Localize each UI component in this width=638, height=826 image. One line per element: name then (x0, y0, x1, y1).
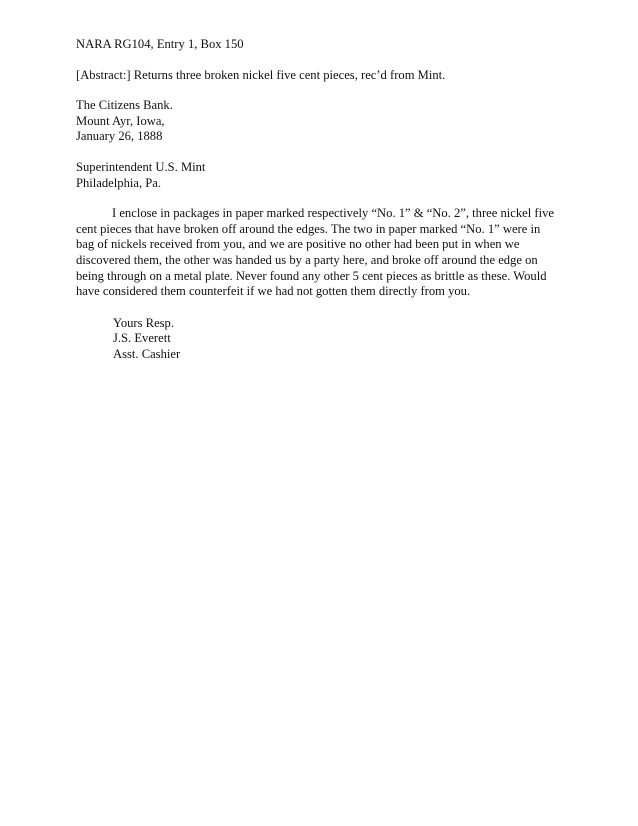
archive-reference: NARA RG104, Entry 1, Box 150 (76, 37, 244, 51)
letter-date: January 26, 1888 (76, 129, 163, 144)
closing-salutation: Yours Resp. (113, 315, 175, 330)
abstract-line: [Abstract:] Returns three broken nickel five cent pieces, rec’d from Mint. (76, 67, 446, 82)
letter-page (76, 37, 558, 363)
closing-block (76, 316, 558, 363)
signer-position: Asst. Cashier (113, 346, 181, 361)
sender-block (76, 98, 558, 145)
recipient-title: Superintendent U.S. Mint (76, 159, 206, 174)
sender-location: Mount Ayr, Iowa, (76, 113, 165, 128)
letter-body-paragraph: I enclose in packages in paper marked respectively “No. 1” & “No. 2”, three nickel five cent pieces that have broken off around the edges. The two in paper marked “No. 1” were in bag of nickels received from you, and we are positive no other had been put in when we discovered them, the other was handed us by a party here, and broke off around the edge on being through on a metal plate. Never found any other 5 cent pieces as brittle as these. Would have considered them counterfeit if we had not gotten them directly from you. (76, 206, 554, 299)
sender-name: The Citizens Bank. (76, 98, 173, 113)
recipient-city: Philadelphia, Pa. (76, 175, 161, 190)
recipient-block (76, 160, 558, 191)
signer-name: J.S. Everett (113, 331, 171, 346)
